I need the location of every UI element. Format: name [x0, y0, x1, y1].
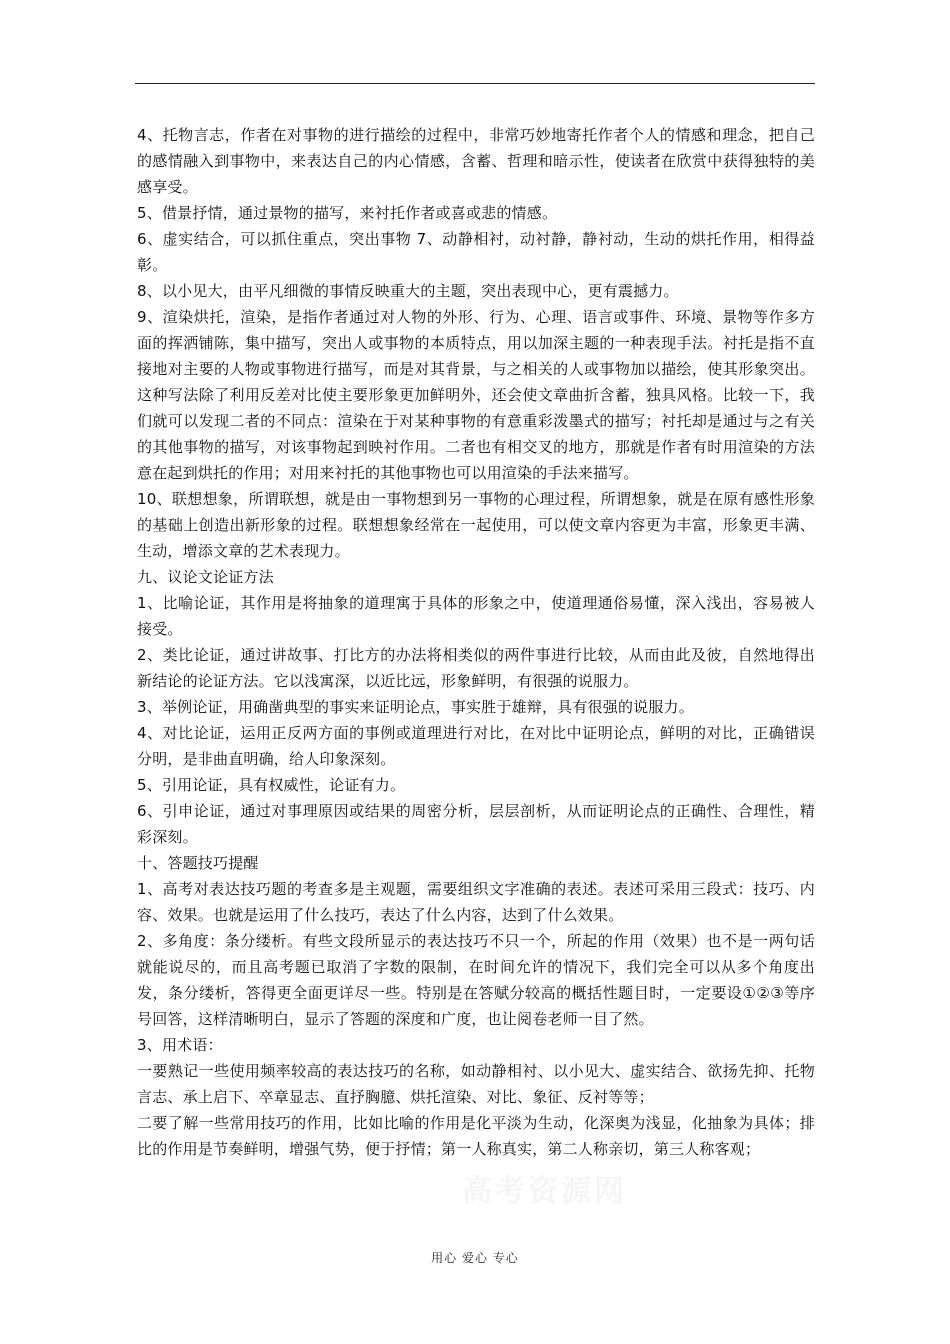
paragraph: 2、多角度：条分缕析。有些文段所显示的表达技巧不只一个，所起的作用（效果）也不是一两句话就能说尽的，而且高考题已取消了字数的限制，在时间允许的情况下，我们完全可以从多个角度出发，条分缕析，答得更全面更详尽一些。特别是在答赋分较高的概括性题目时，一定要设①②③等序号回答，这样清晰明白，显示了答题的深度和广度，也让阅卷老师一目了然。	[137, 932, 815, 1028]
section-heading: 九、议论文论证方法	[137, 568, 274, 586]
header-rule	[135, 83, 815, 84]
section-heading: 十、答题技巧提醒	[137, 854, 259, 872]
paragraph: 6、引申论证，通过对事理原因或结果的周密分析，层层剖析，从而证明论点的正确性、合理性，精彩深刻。	[137, 802, 815, 846]
paragraph: 6、虚实结合，可以抓住重点，突出事物 7、动静相衬，动衬静，静衬动，生动的烘托作用，相得益彰。	[137, 230, 815, 274]
paragraph: 1、高考对表达技巧题的考查多是主观题，需要组织文字准确的表述。表述可采用三段式：技巧、内容、效果。也就是运用了什么技巧，表达了什么内容，达到了什么效果。	[137, 880, 815, 924]
paragraph: 9、渲染烘托，渲染，是指作者通过对人物的外形、行为、心理、语言或事件、环境、景物等作多方面的挥洒铺陈，集中描写，突出人或事物的本质特点，用以加深主题的一种表现手法。衬托是指不直接地对主要的人物或事物进行描写，而是对其背景，与之相关的人或事物加以描绘，使其形象突出。这种写法除了利用反差对比使主要形象更加鲜明外，还会使文章曲折含蓄，独具风格。比较一下，我们就可以发现二者的不同点：渲染在于对某种事物的有意重彩泼墨式的描写；衬托却是通过与之有关的其他事物的描写，对该事物起到映衬作用。二者也有相交叉的地方，那就是作者有时用渲染的方法意在起到烘托的作用；对用来衬托的其他事物也可以用渲染的手法来描写。	[137, 308, 815, 482]
paragraph: 2、类比论证，通过讲故事、打比方的办法将相类似的两件事进行比较，从而由此及彼，自然地得出新结论的论证方法。它以浅寓深，以近比远，形象鲜明，有很强的说服力。	[137, 646, 815, 690]
paragraph: 3、举例论证，用确凿典型的事实来证明论点，事实胜于雄辩，具有很强的说服力。	[137, 698, 694, 716]
paragraph: 8、以小见大，由平凡细微的事情反映重大的主题，突出表现中心，更有震撼力。	[137, 282, 679, 300]
paragraph: 5、引用论证，具有权威性，论证有力。	[137, 776, 406, 794]
paragraph: 4、托物言志，作者在对事物的进行描绘的过程中，非常巧妙地寄托作者个人的情感和理念，把自己的感情融入到事物中，来表达自己的内心情感，含蓄、哲理和暗示性，使读者在欣赏中获得独特的美感享受。	[137, 126, 815, 196]
paragraph: 4、对比论证，运用正反两方面的事例或道理进行对比，在对比中证明论点，鲜明的对比，正确错误分明，是非曲直明确，给人印象深刻。	[137, 724, 815, 768]
paragraph: 二要了解一些常用技巧的作用，比如比喻的作用是化平淡为生动，化深奥为浅显，化抽象为具体；排比的作用是节奏鲜明，增强气势，便于抒情；第一人称真实，第二人称亲切，第三人称客观；	[137, 1114, 815, 1158]
paragraph: 1、比喻论证，其作用是将抽象的道理寓于具体的形象之中，使道理通俗易懂，深入浅出，容易被人接受。	[137, 594, 815, 638]
paragraph: 3、用术语：	[137, 1036, 223, 1054]
document-body	[137, 122, 815, 1162]
page-footer: 用心 爱心 专心	[431, 1251, 519, 1265]
watermark: 高考资源网	[462, 1174, 627, 1209]
paragraph: 一要熟记一些使用频率较高的表达技巧的名称，如动静相衬、以小见大、虚实结合、欲扬先抑、托物言志、承上启下、卒章显志、直抒胸臆、烘托渲染、对比、象征、反衬等等；	[137, 1062, 815, 1106]
paragraph: 5、借景抒情，通过景物的描写，来衬托作者或喜或悲的情感。	[137, 204, 558, 222]
paragraph: 10、联想想象，所谓联想，就是由一事物想到另一事物的心理过程，所谓想象，就是在原有感性形象的基础上创造出新形象的过程。联想想象经常在一起使用，可以使文章内容更为丰富，形象更丰满、生动，增添文章的艺术表现力。	[137, 490, 815, 560]
